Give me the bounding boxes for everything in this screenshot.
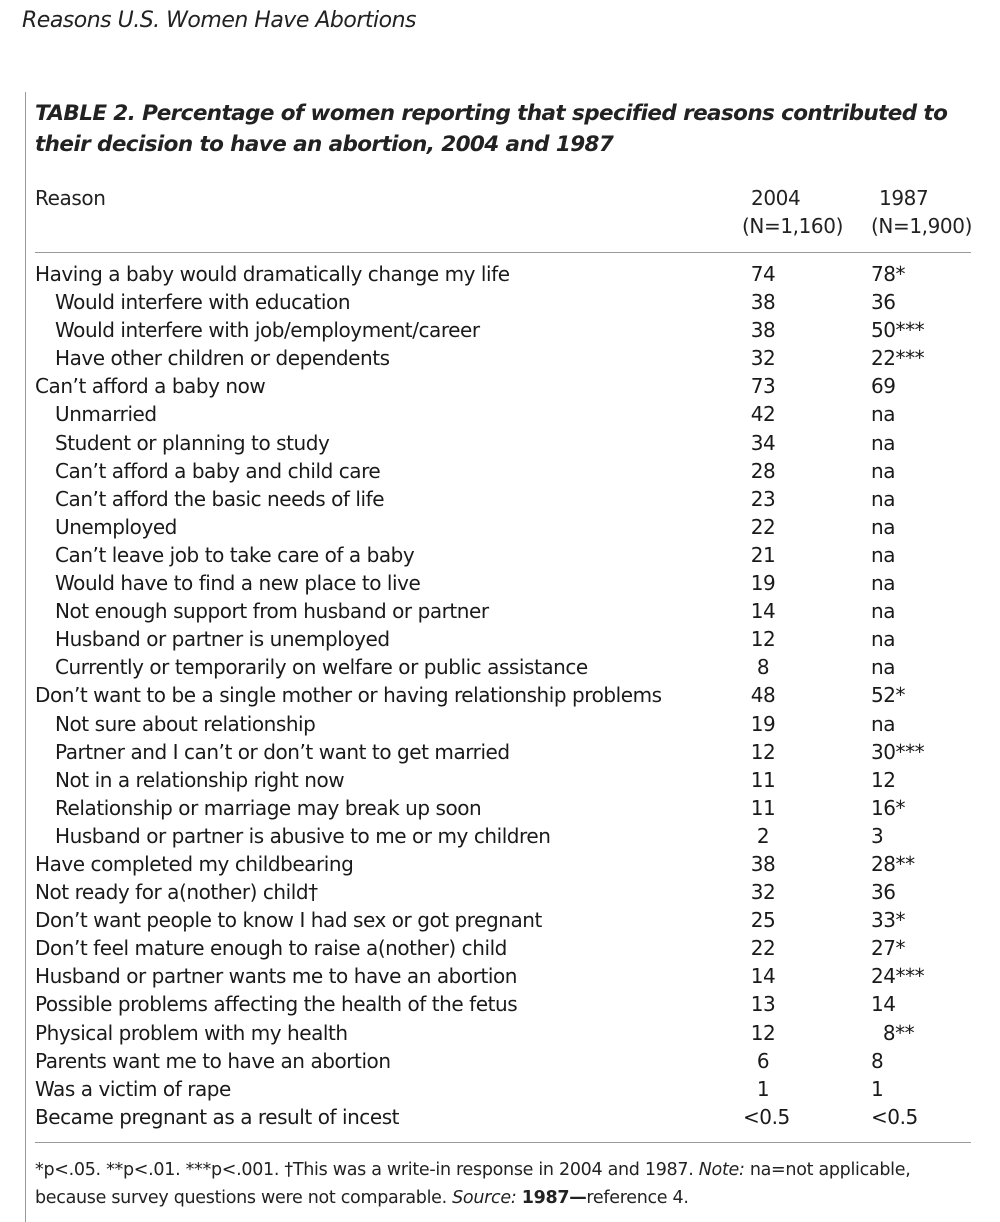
table-row xyxy=(26,990,971,1018)
row-value-2004: 25 xyxy=(750,908,776,933)
row-reason: Unemployed xyxy=(55,514,177,539)
footer-divider xyxy=(35,1142,971,1143)
row-value-1987: <0.5 xyxy=(871,1104,918,1129)
row-reason: Unmarried xyxy=(55,402,157,427)
row-value-2004: 32 xyxy=(750,346,776,371)
table-row xyxy=(26,344,971,372)
row-value-1987: 30*** xyxy=(871,739,925,764)
row-value-1987: 36 xyxy=(871,290,896,315)
table-title: TABLE 2. Percentage of women reporting that specified reasons contributed to their decision to have an abortion, 2004 and 1987 xyxy=(35,101,948,157)
row-value-2004: 11 xyxy=(750,767,776,792)
row-value-1987: 22*** xyxy=(871,346,925,371)
row-value-1987: na xyxy=(871,430,896,455)
row-value-2004: 1 xyxy=(756,1076,770,1101)
row-value-1987: na xyxy=(871,486,896,511)
row-value-2004: 74 xyxy=(750,262,776,286)
table-row xyxy=(26,878,971,906)
table-row xyxy=(26,794,971,822)
row-value-1987: 1 xyxy=(871,1076,884,1101)
row-reason: Not in a relationship right now xyxy=(55,767,345,792)
table-row xyxy=(26,850,971,878)
column-header-1987 xyxy=(871,184,972,240)
row-value-2004: 21 xyxy=(750,542,776,567)
row-reason: Would interfere with education xyxy=(55,290,351,315)
table-row xyxy=(26,1047,971,1075)
table-row xyxy=(26,288,971,316)
table-row xyxy=(26,766,971,794)
column-header-2004 xyxy=(742,184,843,240)
row-value-2004: 38 xyxy=(750,851,776,876)
row-value-2004: 22 xyxy=(750,936,776,961)
row-reason: Student or planning to study xyxy=(55,430,330,455)
column-header-2004-year: 2004 xyxy=(751,186,801,210)
row-value-1987: 12 xyxy=(871,767,896,792)
row-reason: Having a baby would dramatically change my life xyxy=(35,262,510,286)
table-body xyxy=(26,260,971,1131)
row-value-1987: 36 xyxy=(871,880,896,905)
row-value-2004: 13 xyxy=(750,992,776,1017)
column-header-1987-n: (N=1,900) xyxy=(871,214,972,238)
row-value-1987: na xyxy=(871,655,896,680)
row-value-2004: 38 xyxy=(750,318,776,343)
row-value-1987: 3 xyxy=(871,823,884,848)
row-value-1987: na xyxy=(871,599,896,624)
row-reason: Have completed my childbearing xyxy=(35,851,354,876)
row-value-1987: na xyxy=(871,402,896,427)
row-value-2004: 12 xyxy=(750,1020,776,1045)
footnote-source-text: reference 4. xyxy=(586,1188,689,1208)
row-value-2004: 19 xyxy=(750,571,776,596)
table-row xyxy=(26,653,971,681)
row-value-2004: 73 xyxy=(750,374,776,399)
footnote-source-label: Source: xyxy=(452,1188,517,1208)
row-value-1987: 33* xyxy=(871,908,906,933)
row-value-1987: 8 xyxy=(871,1048,884,1073)
row-reason: Not sure about relationship xyxy=(55,711,316,736)
row-reason: Parents want me to have an abortion xyxy=(35,1048,391,1073)
table-row xyxy=(26,962,971,990)
row-reason: Relationship or marriage may break up soon xyxy=(55,795,482,820)
row-reason: Was a victim of rape xyxy=(35,1076,231,1101)
table-row xyxy=(26,906,971,934)
row-reason: Would interfere with job/employment/career xyxy=(55,318,480,343)
table-row xyxy=(26,316,971,344)
row-value-2004: 28 xyxy=(750,458,776,483)
table-row xyxy=(26,485,971,513)
footnote-note-label: Note: xyxy=(698,1160,745,1180)
row-value-2004: 19 xyxy=(750,711,776,736)
data-table xyxy=(25,92,971,1222)
row-value-1987: 78* xyxy=(871,262,906,286)
row-value-1987: 16* xyxy=(871,795,906,820)
row-value-2004: <0.5 xyxy=(743,1104,790,1129)
row-value-1987: na xyxy=(871,458,896,483)
row-reason: Don’t want people to know I had sex or got pregnant xyxy=(35,908,542,933)
row-value-2004: 48 xyxy=(750,683,776,708)
row-reason: Not enough support from husband or partner xyxy=(55,599,489,624)
row-value-2004: 38 xyxy=(750,290,776,315)
table-row xyxy=(26,1075,971,1103)
table-footnote xyxy=(35,1156,971,1212)
table-row xyxy=(26,681,971,709)
row-value-2004: 34 xyxy=(750,430,776,455)
footnote-note-text: na=not applicable, because survey questions were not comparable. xyxy=(35,1160,911,1208)
table-row xyxy=(26,400,971,428)
table-row xyxy=(26,934,971,962)
row-value-2004: 32 xyxy=(750,880,776,905)
row-reason: Have other children or dependents xyxy=(55,346,390,371)
row-value-2004: 2 xyxy=(756,823,770,848)
table-row xyxy=(26,513,971,541)
row-value-1987: 50*** xyxy=(871,318,925,343)
table-row xyxy=(26,569,971,597)
table-row xyxy=(26,457,971,485)
table-row xyxy=(26,1103,971,1131)
table-row xyxy=(26,710,971,738)
row-value-2004: 8 xyxy=(756,655,770,680)
footnote-significance: *p<.05. **p<.01. ***p<.001. †This was a write-in response in 2004 and 1987. xyxy=(35,1160,694,1180)
row-value-2004: 12 xyxy=(750,739,776,764)
table-row xyxy=(26,822,971,850)
row-reason: Can’t leave job to take care of a baby xyxy=(55,542,415,567)
row-value-1987: na xyxy=(871,514,896,539)
document-heading: Reasons U.S. Women Have Abortions xyxy=(22,8,416,33)
row-value-1987: 27* xyxy=(871,936,906,961)
row-value-1987: na xyxy=(871,542,896,567)
row-value-1987: 28** xyxy=(871,851,915,876)
row-reason: Not ready for a(nother) child† xyxy=(35,880,318,905)
column-header-1987-year: 1987 xyxy=(879,186,929,210)
row-value-1987: 8** xyxy=(871,1020,915,1045)
table-row xyxy=(26,1019,971,1047)
row-reason: Husband or partner is unemployed xyxy=(55,627,390,652)
row-reason: Don’t want to be a single mother or having relationship problems xyxy=(35,683,662,708)
row-value-2004: 6 xyxy=(756,1048,770,1073)
row-reason: Currently or temporarily on welfare or public assistance xyxy=(55,655,588,680)
column-header-reason: Reason xyxy=(35,186,106,210)
row-value-2004: 14 xyxy=(750,599,776,624)
row-reason: Possible problems affecting the health of the fetus xyxy=(35,992,518,1017)
row-value-2004: 22 xyxy=(750,514,776,539)
footnote-source-year: 1987— xyxy=(521,1188,587,1208)
row-value-1987: 14 xyxy=(871,992,896,1017)
row-value-1987: na xyxy=(871,627,896,652)
table-row xyxy=(26,429,971,457)
row-value-2004: 12 xyxy=(750,627,776,652)
row-reason: Physical problem with my health xyxy=(35,1020,348,1045)
row-value-1987: 24*** xyxy=(871,964,925,989)
row-reason: Partner and I can’t or don’t want to get married xyxy=(55,739,510,764)
table-row xyxy=(26,260,971,288)
row-reason: Husband or partner wants me to have an abortion xyxy=(35,964,517,989)
row-value-1987: na xyxy=(871,711,896,736)
table-row xyxy=(26,625,971,653)
row-reason: Can’t afford a baby and child care xyxy=(55,458,381,483)
row-value-2004: 11 xyxy=(750,795,776,820)
row-value-1987: 52* xyxy=(871,683,906,708)
row-value-2004: 14 xyxy=(750,964,776,989)
table-row xyxy=(26,541,971,569)
row-reason: Can’t afford a baby now xyxy=(35,374,266,399)
row-reason: Would have to find a new place to live xyxy=(55,571,421,596)
column-header-2004-n: (N=1,160) xyxy=(742,214,843,238)
row-reason: Don’t feel mature enough to raise a(nother) child xyxy=(35,936,507,961)
row-value-2004: 42 xyxy=(750,402,776,427)
row-reason: Became pregnant as a result of incest xyxy=(35,1104,400,1129)
row-value-1987: 69 xyxy=(871,374,896,399)
row-value-1987: na xyxy=(871,571,896,596)
row-value-2004: 23 xyxy=(750,486,776,511)
table-row xyxy=(26,372,971,400)
row-reason: Can’t afford the basic needs of life xyxy=(55,486,385,511)
table-row xyxy=(26,738,971,766)
table-row xyxy=(26,597,971,625)
header-divider xyxy=(35,252,971,253)
row-reason: Husband or partner is abusive to me or my children xyxy=(55,823,551,848)
